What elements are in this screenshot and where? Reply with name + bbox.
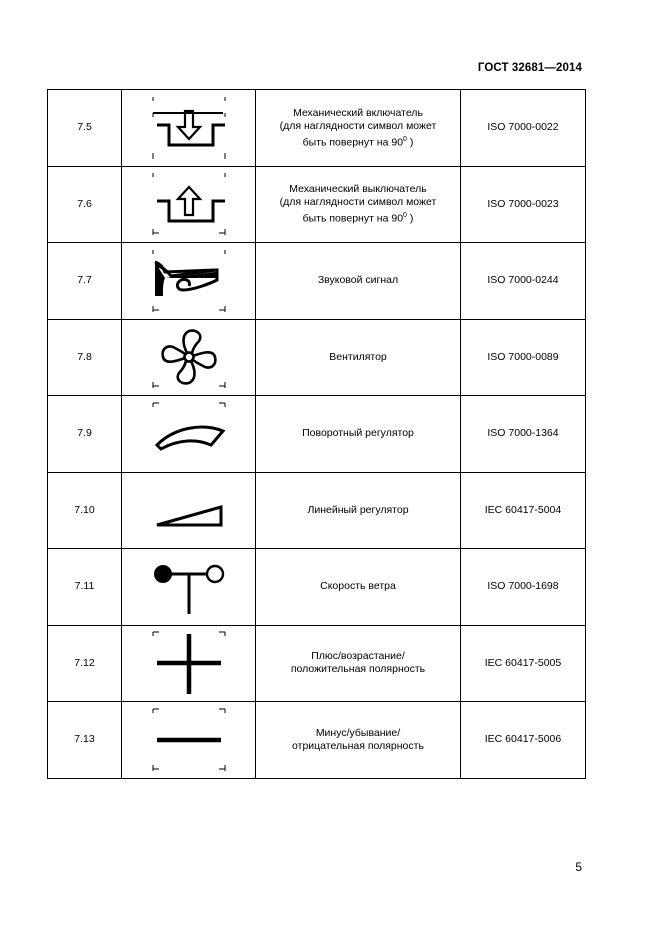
table-row xyxy=(48,549,586,626)
symbols-table xyxy=(47,89,586,779)
description xyxy=(256,625,461,702)
description-line: быть повернут на $90^0$ ) xyxy=(302,135,414,148)
table-row xyxy=(48,319,586,396)
row-number: 7.11 xyxy=(48,549,122,626)
horn-icon xyxy=(149,248,229,314)
description-line: Механический выключатель xyxy=(289,183,427,195)
table-row xyxy=(48,472,586,549)
symbol-cell xyxy=(122,702,256,779)
rotary-control-icon xyxy=(149,401,229,467)
plus-icon xyxy=(149,630,229,696)
description xyxy=(256,702,461,779)
symbol-cell xyxy=(122,166,256,243)
description-line: Вентилятор xyxy=(329,350,387,363)
description xyxy=(256,166,461,243)
standard-ref: ISO 7000-1698 xyxy=(461,549,586,626)
description xyxy=(256,243,461,320)
description-line: Скорость ветра xyxy=(320,580,396,593)
row-number: 7.13 xyxy=(48,702,122,779)
fan-icon xyxy=(149,324,229,390)
symbol-cell xyxy=(122,319,256,396)
description-line: (для наглядности символ может xyxy=(279,119,437,132)
standard-ref: IEC 60417-5006 xyxy=(461,702,586,779)
description-line: Линейный регулятор xyxy=(307,503,409,516)
standard-ref: ISO 7000-0244 xyxy=(461,243,586,320)
standard-ref: ISO 7000-0089 xyxy=(461,319,586,396)
mechanical-switch-on-icon xyxy=(149,95,229,161)
standard-ref: IEC 60417-5004 xyxy=(461,472,586,549)
standard-ref: ISO 7000-0022 xyxy=(461,90,586,167)
standard-ref: IEC 60417-5005 xyxy=(461,625,586,702)
wind-speed-icon xyxy=(149,554,229,620)
row-number: 7.7 xyxy=(48,243,122,320)
table-row xyxy=(48,166,586,243)
row-number: 7.6 xyxy=(48,166,122,243)
minus-icon xyxy=(149,707,229,773)
symbol-cell xyxy=(122,549,256,626)
symbol-cell xyxy=(122,243,256,320)
table-row xyxy=(48,396,586,473)
linear-control-icon xyxy=(149,477,229,543)
table-row xyxy=(48,702,586,779)
mechanical-switch-off-icon xyxy=(149,171,229,237)
symbol-cell xyxy=(122,472,256,549)
description xyxy=(256,549,461,626)
symbol-cell xyxy=(122,625,256,702)
description xyxy=(256,472,461,549)
description-line: быть повернут на $90^0$ ) xyxy=(302,212,414,225)
description-line: (для наглядности символ может xyxy=(279,196,437,208)
row-number: 7.5 xyxy=(48,90,122,167)
row-number: 7.12 xyxy=(48,625,122,702)
table-row xyxy=(48,243,586,320)
standard-ref: ISO 7000-1364 xyxy=(461,396,586,473)
description-line: Минус/убывание/ xyxy=(315,726,401,739)
description xyxy=(256,319,461,396)
symbol-cell xyxy=(122,396,256,473)
description-line: Поворотный регулятор xyxy=(302,427,414,440)
symbol-cell xyxy=(122,90,256,167)
document-code: ГОСТ 32681—2014 xyxy=(477,62,582,74)
standard-ref: ISO 7000-0023 xyxy=(461,166,586,243)
description xyxy=(256,90,461,167)
page-number: 5 xyxy=(575,860,582,874)
row-number: 7.9 xyxy=(48,396,122,473)
row-number: 7.8 xyxy=(48,319,122,396)
description-line: Механический включатель xyxy=(293,106,423,119)
description xyxy=(256,396,461,473)
table-row xyxy=(48,625,586,702)
table-row xyxy=(48,90,586,167)
description-line: отрицательная полярность xyxy=(292,739,424,752)
row-number: 7.10 xyxy=(48,472,122,549)
description-line: положительная полярность xyxy=(290,663,426,676)
description-line: Плюс/возрастание/ xyxy=(311,650,405,663)
description-line: Звуковой сигнал xyxy=(317,274,399,287)
